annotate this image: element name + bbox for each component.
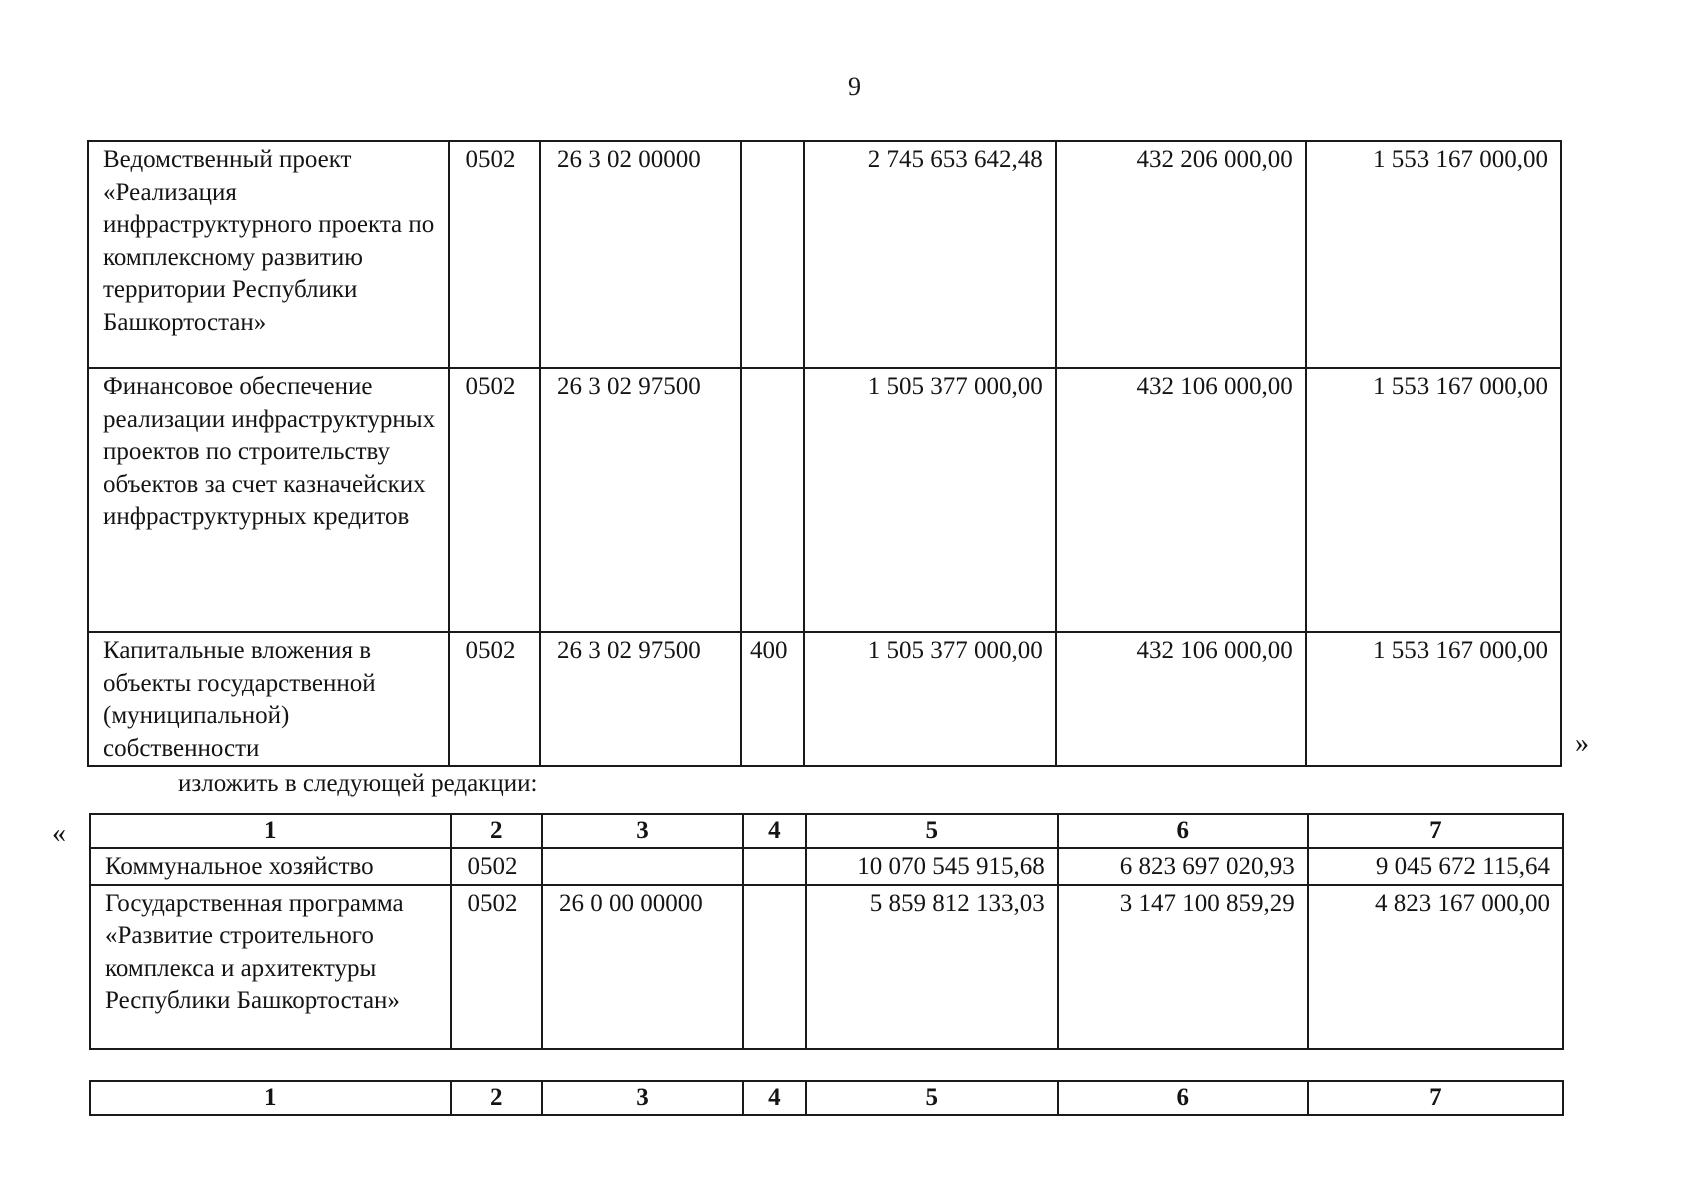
amount-col5: 10 070 545 915,68 bbox=[806, 848, 1058, 885]
column-header: 1 bbox=[90, 1081, 451, 1115]
target-article-code: 26 3 02 97500 bbox=[540, 632, 741, 766]
column-header: 4 bbox=[743, 1081, 806, 1115]
table-row bbox=[88, 632, 1561, 766]
amount-col6: 432 206 000,00 bbox=[1056, 141, 1306, 368]
column-header: 3 bbox=[542, 1081, 743, 1115]
target-article-code: 26 3 02 97500 bbox=[540, 368, 741, 632]
section-code: 0502 bbox=[449, 368, 540, 632]
amount-col6: 432 106 000,00 bbox=[1056, 632, 1306, 766]
amount-col6: 3 147 100 859,29 bbox=[1058, 885, 1308, 1049]
expense-type-code bbox=[741, 368, 804, 632]
column-header: 2 bbox=[451, 1081, 542, 1115]
budget-table-new bbox=[89, 813, 1564, 1050]
instruction-text: изложить в следующей редакции: bbox=[178, 770, 538, 797]
budget-table-old bbox=[87, 140, 1562, 767]
table-header-row bbox=[90, 1081, 1563, 1115]
column-header: 5 bbox=[806, 814, 1058, 848]
target-article-code: 26 0 00 00000 bbox=[542, 885, 743, 1049]
table-row bbox=[88, 141, 1561, 368]
column-header: 7 bbox=[1308, 1081, 1563, 1115]
row-name: Ведомственный проект «Реализация инфраструктурного проекта по комплексному развитию территории Республики Башкортостан» bbox=[88, 141, 449, 368]
amount-col7: 1 553 167 000,00 bbox=[1306, 368, 1561, 632]
row-name: Финансовое обеспечение реализации инфраструктурных проектов по строительству объектов за счет казначейских инфраструктурных кредитов bbox=[88, 368, 449, 632]
target-article-code bbox=[542, 848, 743, 885]
column-header: 7 bbox=[1308, 814, 1563, 848]
amount-col7: 1 553 167 000,00 bbox=[1306, 632, 1561, 766]
amount-col5: 1 505 377 000,00 bbox=[804, 632, 1056, 766]
row-name: Государственная программа «Развитие строительного комплекса и архитектуры Республики Башкортостан» bbox=[90, 885, 451, 1049]
column-header: 3 bbox=[542, 814, 743, 848]
amount-col5: 1 505 377 000,00 bbox=[804, 368, 1056, 632]
row-name: Коммунальное хозяйство bbox=[90, 848, 451, 885]
amount-col6: 432 106 000,00 bbox=[1056, 368, 1306, 632]
section-code: 0502 bbox=[449, 632, 540, 766]
table-row bbox=[90, 848, 1563, 885]
table-header-row bbox=[90, 814, 1563, 848]
column-header: 6 bbox=[1058, 1081, 1308, 1115]
table-row bbox=[88, 368, 1561, 632]
column-header: 1 bbox=[90, 814, 451, 848]
amount-col7: 9 045 672 115,64 bbox=[1308, 848, 1563, 885]
column-header: 4 bbox=[743, 814, 806, 848]
page-number: 9 bbox=[848, 72, 861, 101]
column-header: 5 bbox=[806, 1081, 1058, 1115]
target-article-code: 26 3 02 00000 bbox=[540, 141, 741, 368]
column-header: 2 bbox=[451, 814, 542, 848]
column-header: 6 bbox=[1058, 814, 1308, 848]
expense-type-code: 400 bbox=[741, 632, 804, 766]
amount-col7: 1 553 167 000,00 bbox=[1306, 141, 1561, 368]
section-code: 0502 bbox=[449, 141, 540, 368]
opening-quote: « bbox=[52, 818, 66, 849]
budget-table-continuation bbox=[89, 1080, 1564, 1116]
section-code: 0502 bbox=[451, 885, 542, 1049]
table-row bbox=[90, 885, 1563, 1049]
expense-type-code bbox=[743, 848, 806, 885]
amount-col6: 6 823 697 020,93 bbox=[1058, 848, 1308, 885]
row-name: Капитальные вложения в объекты государственной (муниципальной) собственности bbox=[88, 632, 449, 766]
amount-col5: 5 859 812 133,03 bbox=[806, 885, 1058, 1049]
closing-quote: » bbox=[1575, 728, 1589, 759]
section-code: 0502 bbox=[451, 848, 542, 885]
amount-col7: 4 823 167 000,00 bbox=[1308, 885, 1563, 1049]
expense-type-code bbox=[743, 885, 806, 1049]
expense-type-code bbox=[741, 141, 804, 368]
amount-col5: 2 745 653 642,48 bbox=[804, 141, 1056, 368]
